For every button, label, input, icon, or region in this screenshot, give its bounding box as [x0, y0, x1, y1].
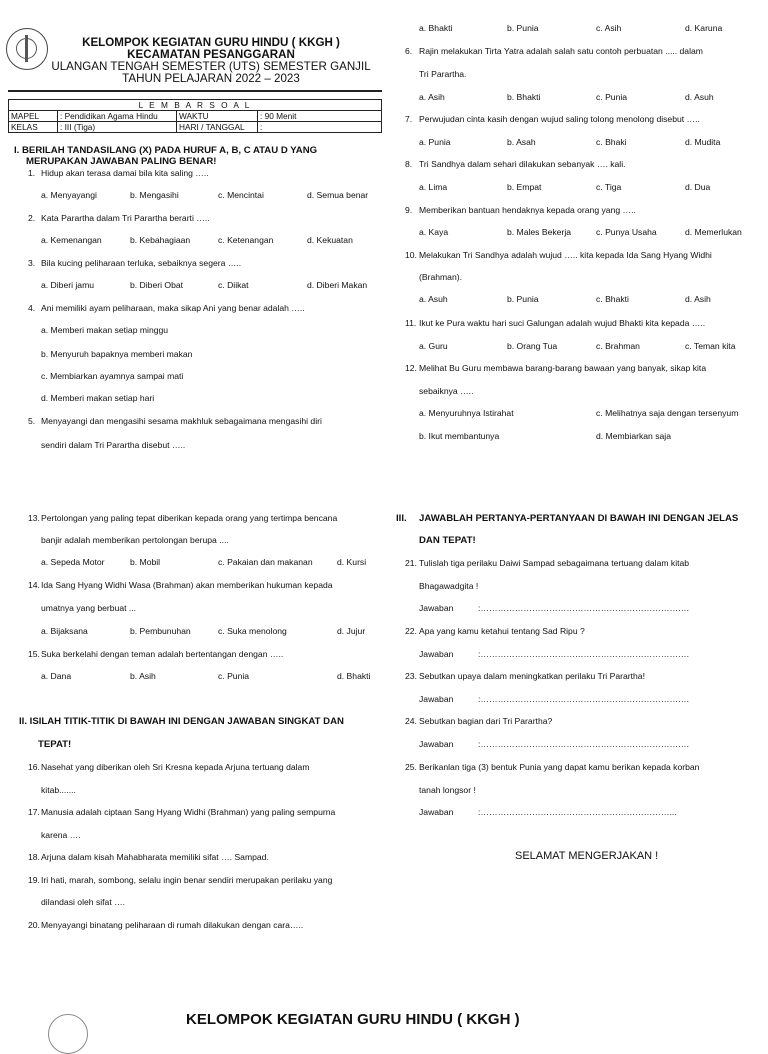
q23-text: Sebutkan upaya dalam meningkatkan perilaku Tri Parartha! [419, 671, 645, 681]
q1-option-d[interactable]: d. Semua benar [307, 190, 369, 200]
q15-option-a[interactable]: a. Dana [41, 671, 72, 681]
q12-number: 12. [405, 363, 417, 373]
q13-text-line1: Pertolongan yang paling tepat diberikan kepada orang yang tertimpa bencana [41, 513, 338, 523]
q4-number: 4. [28, 303, 36, 313]
q18-text: Arjuna dalam kisah Mahabharata memiliki sifat …. Sampad. [41, 852, 269, 862]
q10-option-d[interactable]: d. Asih [685, 294, 711, 304]
q24-text: Sebutkan bagian dari Tri Parartha? [419, 716, 553, 726]
q5-option-a[interactable]: a. Bhakti [419, 23, 453, 33]
q3-option-b[interactable]: b. Diberi Obat [130, 280, 184, 290]
q10-option-a[interactable]: a. Asuh [419, 294, 448, 304]
q1-option-b[interactable]: b. Mengasihi [130, 190, 179, 200]
q21-text-line1: Tulislah tiga perilaku Daiwi Sampad sebagaimana tertuang dalam kitab [419, 558, 690, 568]
q8-option-c[interactable]: c. Tiga [596, 182, 622, 192]
q24-answer-line[interactable]: :………………………………………………………………. [478, 739, 690, 749]
q15-option-c[interactable]: c. Punia [218, 671, 250, 681]
q3-option-d[interactable]: d. Diberi Makan [307, 280, 368, 290]
q21-text-line2: Bhagawadgita ! [419, 581, 479, 591]
q16-text-line2: kitab....... [41, 785, 76, 795]
q17-text-line2: karena …. [41, 830, 81, 840]
q3-option-c[interactable]: c. Diikat [218, 280, 249, 290]
q8-option-a[interactable]: a. Lima [419, 182, 448, 192]
q1-number: 1. [28, 168, 36, 178]
q5-text-line1: Menyayangi dan mengasihi sesama makhluk sebagaimana mengasihi diri [41, 416, 322, 426]
q6-text-line1: Rajin melakukan Tirta Yatra adalah salah satu contoh perbuatan ..... dalam [419, 46, 703, 56]
mapel-value: : Pendidikan Agama Hindu [58, 111, 177, 122]
section2-title-b: TEPAT! [38, 739, 72, 750]
lembar-soal-table [8, 99, 382, 133]
q16-text-line1: Nasehat yang diberikan oleh Sri Kresna kepada Arjuna tertuang dalam [41, 762, 310, 772]
school-logo-icon [6, 28, 48, 70]
q9-option-d[interactable]: d. Memerlukan [685, 227, 742, 237]
q23-answer-line[interactable]: :………………………………………………………………. [478, 694, 690, 704]
q8-text: Tri Sandhya dalam sehari dilakukan sebanyak …. kali. [419, 159, 626, 169]
q3-option-a[interactable]: a. Diberi jamu [41, 280, 95, 290]
q16-number: 16. [28, 762, 40, 772]
header-line1: KELOMPOK KEGIATAN GURU HINDU ( KKGH ) [82, 36, 340, 49]
q14-option-b[interactable]: b. Pembunuhan [130, 626, 191, 636]
q6-option-d[interactable]: d. Asuh [685, 92, 714, 102]
q13-option-c[interactable]: c. Pakaian dan makanan [218, 557, 313, 567]
q25-text-line2: tanah longsor ! [419, 785, 476, 795]
q3-number: 3. [28, 258, 36, 268]
q22-number: 22. [405, 626, 417, 636]
q12-option-b[interactable]: b. Ikut membantunya [419, 431, 500, 441]
q1-option-c[interactable]: c. Mencintai [218, 190, 264, 200]
q7-option-b[interactable]: b. Asah [507, 137, 536, 147]
q15-option-b[interactable]: b. Asih [130, 671, 156, 681]
q10-number: 10. [405, 250, 417, 260]
q12-option-a[interactable]: a. Menyuruhnya Istirahat [419, 408, 514, 418]
logo-torch-icon [25, 35, 28, 62]
section3-number: III. [396, 513, 407, 524]
section3-title-a: JAWABLAH PERTANYA-PERTANYAAN DI BAWAH INI DENGAN JELAS [419, 513, 739, 524]
q18-number: 18. [28, 852, 40, 862]
q24-answer-label: Jawaban [419, 739, 454, 749]
q4-text: Ani memiliki ayam peliharaan, maka sikap Ani yang benar adalah ….. [41, 303, 305, 313]
section1-title-b: MERUPAKAN JAWABAN PALING BENAR! [26, 156, 217, 167]
q6-number: 6. [405, 46, 413, 56]
q21-answer-line[interactable]: :………………………………………………………………. [478, 603, 690, 613]
q19-text-line2: dilandasi oleh sifat …. [41, 897, 126, 907]
q2-option-a[interactable]: a. Kemenangan [41, 235, 102, 245]
q7-option-d[interactable]: d. Mudita [685, 137, 721, 147]
q10-text-line1: Melakukan Tri Sandhya adalah wujud ….. kita kepada Ida Sang Hyang Widhi [419, 250, 712, 260]
q2-option-d[interactable]: d. Kekuatan [307, 235, 353, 245]
q5-option-d[interactable]: d. Karuna [685, 23, 723, 33]
q7-option-c[interactable]: c. Bhaki [596, 137, 627, 147]
q9-option-b[interactable]: b. Males Bekerja [507, 227, 572, 237]
waktu-value: : 90 Menit [258, 111, 382, 122]
section3-title-b: DAN TEPAT! [419, 535, 476, 546]
q20-text: Menyayangi binatang peliharaan di rumah dilakukan dengan cara….. [41, 920, 304, 930]
q22-answer-line[interactable]: :………………………………………………………………. [478, 649, 690, 659]
q5-option-b[interactable]: b. Punia [507, 23, 539, 33]
lembar-soal-title: L E M B A R S O A L [9, 100, 382, 111]
q15-number: 15. [28, 649, 40, 659]
q6-option-c[interactable]: c. Punia [596, 92, 628, 102]
header-line4: TAHUN PELAJARAN 2022 – 2023 [122, 72, 300, 85]
q25-answer-label: Jawaban [419, 807, 454, 817]
q21-answer-label: Jawaban [419, 603, 454, 613]
q9-number: 9. [405, 205, 413, 215]
q24-number: 24. [405, 716, 417, 726]
q6-option-b[interactable]: b. Bhakti [507, 92, 541, 102]
q25-number: 25. [405, 762, 417, 772]
q22-text: Apa yang kamu ketahui tentang Sad Ripu ? [419, 626, 585, 636]
q14-option-d[interactable]: d. Jujur [337, 626, 366, 636]
q5-text-line2: sendiri dalam Tri Parartha disebut ….. [41, 440, 186, 450]
q1-option-a[interactable]: a. Menyayangi [41, 190, 97, 200]
q14-text-line2: umatnya yang berbuat ... [41, 603, 137, 613]
q6-text-line2: Tri Parartha. [419, 69, 467, 79]
hari-value: : [258, 122, 382, 133]
q1-text: Hidup akan terasa damai bila kita saling ….. [41, 168, 209, 178]
q14-option-c[interactable]: c. Suka menolong [218, 626, 287, 636]
q8-option-b[interactable]: b. Empat [507, 182, 542, 192]
q13-text-line2: banjir adalah memberikan pertolongan berupa .... [41, 535, 229, 545]
hari-label: HARI / TANGGAL [177, 122, 258, 133]
header-line3: ULANGAN TENGAH SEMESTER (UTS) SEMESTER GANJIL [51, 60, 371, 73]
q4-option-b[interactable]: b. Menyuruh bapaknya memberi makan [41, 349, 193, 359]
q11-number: 11. [405, 318, 417, 328]
q2-option-b[interactable]: b. Kebahagiaan [130, 235, 191, 245]
q13-option-b[interactable]: b. Mobil [130, 557, 161, 567]
q4-option-a[interactable]: a. Memberi makan setiap minggu [41, 325, 169, 335]
header-line2: KECAMATAN PESANGGARAN [127, 48, 295, 61]
q11-option-c[interactable]: c. Brahman [596, 341, 640, 351]
q2-text: Kata Parartha dalam Tri Parartha berarti ….. [41, 213, 210, 223]
q15-text: Suka berkelahi dengan teman adalah bertentangan dengan ….. [41, 649, 284, 659]
q13-option-d[interactable]: d. Kursi [337, 557, 367, 567]
q5-option-c[interactable]: c. Asih [596, 23, 622, 33]
q10-text-line2: (Brahman). [419, 272, 462, 282]
q20-number: 20. [28, 920, 40, 930]
q19-number: 19. [28, 875, 40, 885]
waktu-label: WAKTU [177, 111, 258, 122]
section1-title-a: I. BERILAH TANDASILANG (X) PADA HURUF A, B, C ATAU D YANG [14, 145, 318, 156]
q12-text-line1: Melihat Bu Guru membawa barang-barang bawaan yang banyak, sikap kita [419, 363, 707, 373]
q5-number: 5. [28, 416, 36, 426]
q2-option-c[interactable]: c. Ketenangan [218, 235, 274, 245]
q17-text-line1: Manusia adalah ciptaan Sang Hyang Widhi (Brahman) yang paling sempurna [41, 807, 336, 817]
q25-text-line1: Berikanlan tiga (3) bentuk Punia yang dapat kamu berikan kepada korban [419, 762, 700, 772]
q15-option-d[interactable]: d. Bhakti [337, 671, 371, 681]
q6-option-a[interactable]: a. Asih [419, 92, 445, 102]
q4-option-c[interactable]: c. Membiarkan ayamnya sampai mati [41, 371, 184, 381]
school-logo-icon-repeat [48, 1014, 88, 1054]
closing-message: SELAMAT MENGERJAKAN ! [515, 850, 659, 862]
q11-text: Ikut ke Pura waktu hari suci Galungan adalah wujud Bhakti kita kepada ….. [419, 318, 706, 328]
repeat-header-title: KELOMPOK KEGIATAN GURU HINDU ( KKGH ) [186, 1011, 520, 1028]
q7-number: 7. [405, 114, 413, 124]
q14-option-a[interactable]: a. Bijaksana [41, 626, 88, 636]
q7-option-a[interactable]: a. Punia [419, 137, 451, 147]
q23-answer-label: Jawaban [419, 694, 454, 704]
kelas-value: : III (Tiga) [58, 122, 177, 133]
q10-option-c[interactable]: c. Bhakti [596, 294, 629, 304]
q4-option-d[interactable]: d. Memberi makan setiap hari [41, 393, 155, 403]
section2-title-a: II. ISILAH TITIK-TITIK DI BAWAH INI DENGAN JAWABAN SINGKAT DAN [19, 716, 344, 727]
q21-number: 21. [405, 558, 417, 568]
kelas-label: KELAS [9, 122, 58, 133]
q12-option-c[interactable]: c. Melihatnya saja dengan tersenyum [596, 408, 739, 418]
q14-number: 14. [28, 580, 40, 590]
q14-text-line1: Ida Sang Hyang Widhi Wasa (Brahman) akan memberikan hukuman kepada [41, 580, 333, 590]
q12-text-line2: sebaiknya ….. [419, 386, 474, 396]
q13-number: 13. [28, 513, 40, 523]
q2-number: 2. [28, 213, 36, 223]
mapel-label: MAPEL [9, 111, 58, 122]
q9-option-c[interactable]: c. Punya Usaha [596, 227, 657, 237]
q9-option-a[interactable]: a. Kaya [419, 227, 449, 237]
q8-number: 8. [405, 159, 413, 169]
header-rule [8, 90, 382, 92]
q12-option-d[interactable]: d. Membiarkan saja [596, 431, 671, 441]
q19-text-line1: Iri hati, marah, sombong, selalu ingin benar sendiri merupakan perilaku yang [41, 875, 333, 885]
q11-option-b[interactable]: b. Orang Tua [507, 341, 558, 351]
q22-answer-label: Jawaban [419, 649, 454, 659]
q11-option-a[interactable]: a. Guru [419, 341, 448, 351]
q23-number: 23. [405, 671, 417, 681]
q17-number: 17. [28, 807, 40, 817]
q13-option-a[interactable]: a. Sepeda Motor [41, 557, 105, 567]
q7-text: Perwujudan cinta kasih dengan wujud saling tolong menolong disebut ….. [419, 114, 700, 124]
q9-text: Memberikan bantuan hendaknya kepada orang yang ….. [419, 205, 636, 215]
q11-option-d[interactable]: c. Teman kita [685, 341, 736, 351]
q10-option-b[interactable]: b. Punia [507, 294, 539, 304]
q8-option-d[interactable]: d. Dua [685, 182, 711, 192]
q25-answer-line[interactable]: :…………………………………………………………... [478, 807, 677, 817]
q3-text: Bila kucing peliharaan terluka, sebaiknya segera ….. [41, 258, 242, 268]
